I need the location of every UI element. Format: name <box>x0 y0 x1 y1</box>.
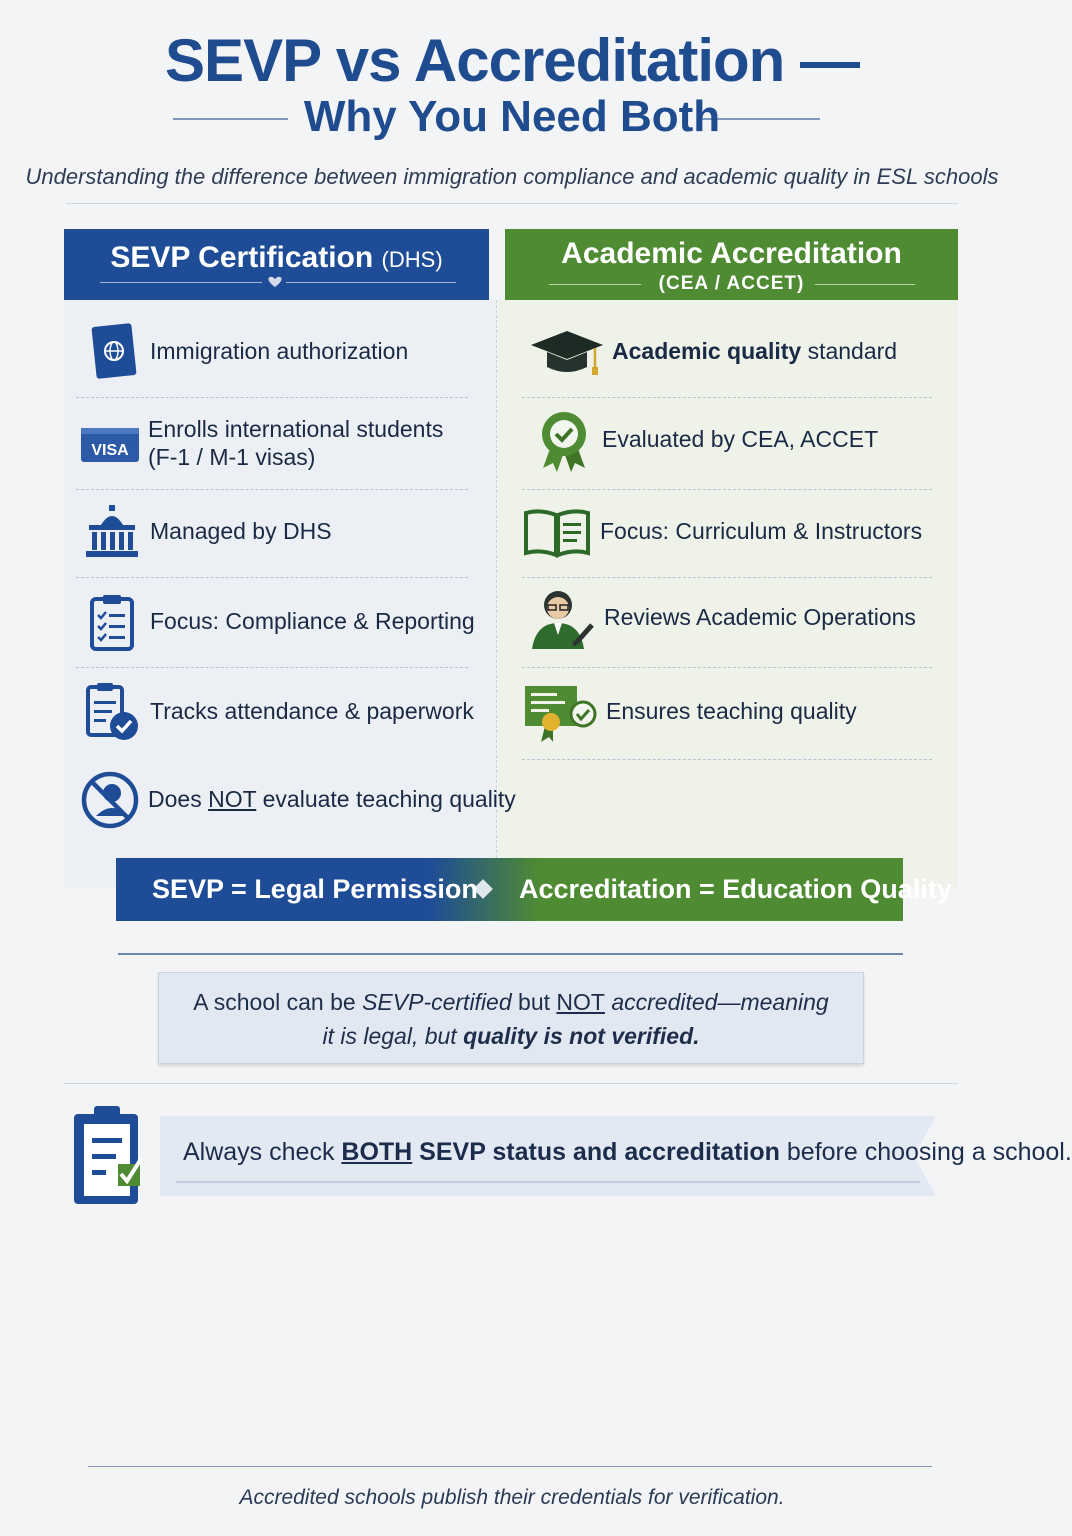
note-line-1: A school can be SEVP-certified but NOT accredited—meaning <box>193 989 829 1015</box>
sevp-item-label: Tracks attendance & paperwork <box>150 698 474 725</box>
certificate-icon <box>524 682 598 742</box>
accreditation-heading-sub: (CEA / ACCET) <box>658 273 805 294</box>
passport-icon <box>82 322 142 382</box>
divider <box>66 203 958 204</box>
visa-card-icon <box>80 414 140 474</box>
sevp-item <box>82 322 408 382</box>
page-subtitle: Understanding the difference between immigration compliance and academic quality in ESL schools <box>25 164 999 189</box>
divider <box>118 953 903 955</box>
accreditation-item-label: Evaluated by CEA, ACCET <box>602 426 879 453</box>
banner-left-text: SEVP = Legal Permission <box>152 874 478 904</box>
open-book-icon <box>522 502 592 562</box>
accreditation-item-label: Reviews Academic Operations <box>604 604 916 631</box>
footer-note: Accredited schools publish their credentials for verification. <box>239 1486 785 1509</box>
sevp-item <box>80 770 516 830</box>
sevp-item-label: Does NOT evaluate teaching quality <box>148 786 516 813</box>
page-subtitle-heading: Why You Need Both <box>303 92 721 141</box>
award-badge-icon <box>534 410 594 470</box>
page-title: SEVP vs Accreditation — <box>165 27 859 94</box>
reviewer-person-icon <box>526 588 596 648</box>
sevp-item-label: Enrolls international students (F-1 / M-1 visas) <box>148 416 444 470</box>
sevp-heading: SEVP Certification <box>110 241 374 274</box>
accreditation-header <box>505 229 958 300</box>
sevp-item-label: Focus: Compliance & Reporting <box>150 608 475 635</box>
accreditation-heading: Academic Accreditation <box>561 237 902 270</box>
accreditation-item <box>530 322 897 382</box>
sevp-header <box>64 229 489 300</box>
svg-text:VISA: VISA <box>91 442 129 459</box>
accreditation-item <box>522 502 922 562</box>
sevp-item <box>80 414 443 474</box>
accreditation-item <box>534 410 878 470</box>
document-check-icon <box>82 682 142 742</box>
government-building-icon <box>82 502 142 562</box>
sevp-item-label: Immigration authorization <box>150 338 409 365</box>
accreditation-item-label: Ensures teaching quality <box>606 698 857 725</box>
checklist-icon <box>72 1104 168 1208</box>
sevp-item <box>82 592 475 652</box>
sevp-item <box>82 502 332 562</box>
divider <box>64 1083 958 1084</box>
accreditation-item-label: Academic quality standard <box>612 338 898 365</box>
prohibited-teacher-icon <box>80 770 140 830</box>
clipboard-checklist-icon <box>82 592 142 652</box>
note-callout <box>158 972 864 1064</box>
graduation-cap-icon <box>530 322 604 382</box>
heart-ornament-icon <box>264 275 286 289</box>
banner-right-text: Accreditation = Education Quality <box>519 874 952 904</box>
accreditation-item <box>524 682 857 742</box>
sevp-item <box>82 682 474 742</box>
sevp-item-label: Managed by DHS <box>150 518 332 545</box>
accreditation-item-label: Focus: Curriculum & Instructors <box>600 518 923 545</box>
sevp-heading-suffix: (DHS) <box>381 247 443 272</box>
accreditation-item <box>526 588 916 648</box>
tip-text: Always check BOTH SEVP status and accreditation before choosing a school. <box>183 1138 1072 1166</box>
note-line-2: it is legal, but quality is not verified. <box>322 1023 700 1049</box>
divider <box>88 1466 932 1467</box>
